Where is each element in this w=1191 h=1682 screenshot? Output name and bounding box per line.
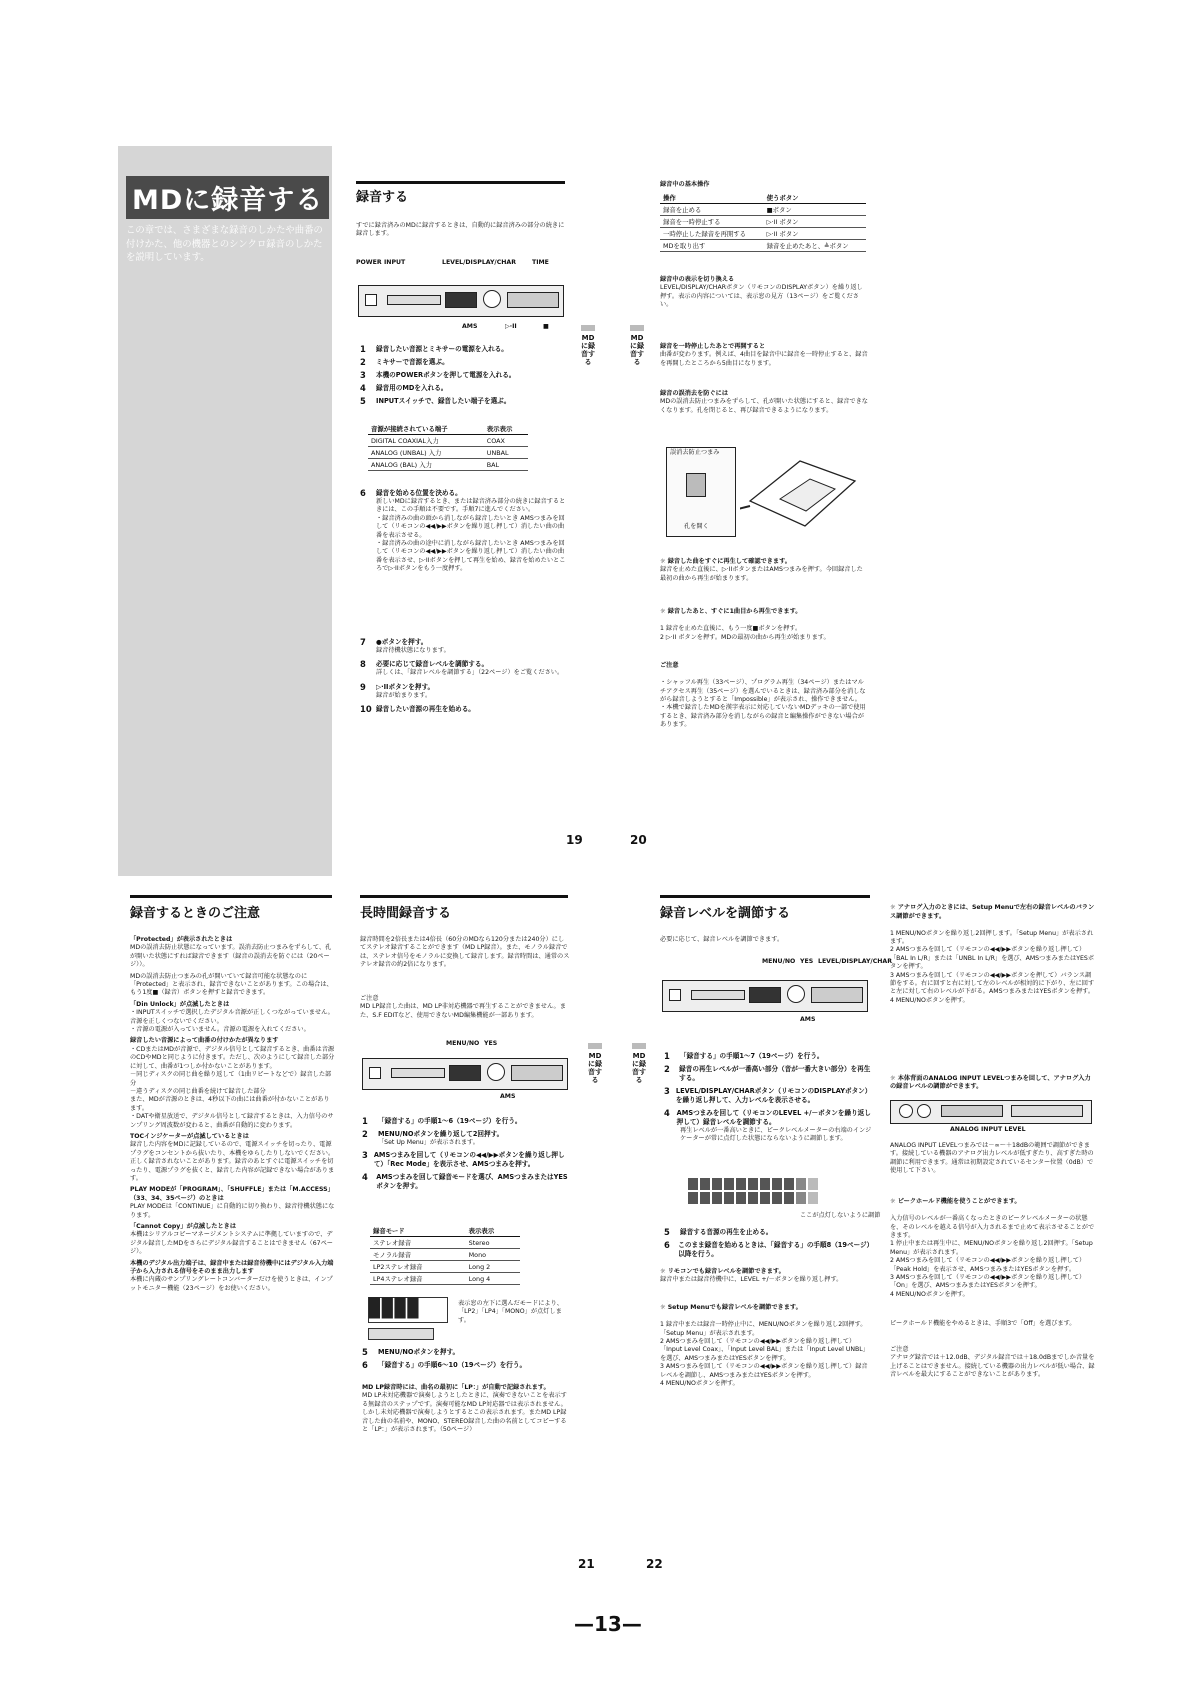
md-disc-illustration xyxy=(740,451,860,531)
tip-icon: ☼ xyxy=(660,608,668,616)
side-tab-p22: MDに録音する xyxy=(632,1043,646,1084)
long-steps: 1 「録音する」の手順1～6（19ページ）を行う。 2 MENU/NOボタンを繰り返して2回押す。 「Set Up Menu」が表示されます。 3 AMSつまみを回して（リモコンの◀◀/▶▶ボタンを繰り返し押して）「Rec Mode」を表示させ、AMSつまみを押す。 4 AMSつまみを回して録音モードを選び、AMSつまみまたはYESボタンを押す。 xyxy=(362,1116,568,1191)
label-ams: AMS xyxy=(500,1093,516,1100)
peak-hold-off: ピークホールド機能をやめるときは、手順3で「Off」を選びます。 xyxy=(890,1320,1076,1327)
section-rule xyxy=(356,181,565,184)
md-deck-front-panel xyxy=(662,980,868,1012)
tip-first-track: ☼ 録音したあと、すぐに1曲目から再生できます。 1 録音を止めた直後に、もう一度■ボタンを押す。 2 ▷·II ボタンを押す。MDの最初の曲から再生が始まります。 xyxy=(660,608,830,641)
analog-notes: ご注意 アナログ録音では＋12.0dB、デジタル録音では＋18.0dBまでしか音量を上げることはできません。接続している機器の出力レベルが低い場合、録音レベルを最大にすることができないことがあります。 xyxy=(890,1346,1095,1379)
label-menu-no: MENU/NO xyxy=(446,1040,480,1047)
long-steps-2: 5 MENU/NOボタンを押す。 6 「録音する」の手順6～10（19ページ）を行う。 xyxy=(362,1347,527,1370)
label-analog-input-level: ANALOG INPUT LEVEL xyxy=(950,1126,1026,1133)
label-yes: YES xyxy=(800,958,814,965)
meter-caption: ここが点灯しないように調節 xyxy=(800,1212,881,1219)
label-level: LEVEL/DISPLAY/CHAR xyxy=(818,958,892,965)
md-protect-figure xyxy=(666,447,866,545)
record-steps-after xyxy=(360,638,570,714)
basic-ops-title: 録音中の基本操作 xyxy=(660,181,710,188)
section-title-caution: 録音するときのご注意 xyxy=(130,906,261,921)
tip-setup-menu-level: ☼ Setup Menuでも録音レベルを調節できます。 1 録音中または録音一時停止中に、MENU/NOボタンを繰り返し2回押す。「Setup Menu」が表示されます。 2 AMSつまみを回して（リモコンの◀◀/▶▶ボタンを繰り返し押して）「Input Level Coax」、「Input Level BAL」または「Input Level UNBL」を選び、AMSつまみまたはYESボタンを押す。 3 AMSつまみを回して（リモコンの◀◀/▶▶ボタンを繰り返し押して）録音レベルを調節し、AMSつまみまたはYESボタンを押す。 4 MENU/NOボタンを押す。 xyxy=(660,1304,869,1388)
label-ams: AMS xyxy=(462,323,478,330)
step-8: 8 必要に応じて録音レベルを調節する。 詳しくは、「録音レベルを調節する」（22ページ）をご覧ください。 xyxy=(360,659,564,677)
step-6: 6 録音を始める位置を決める。 新しいMDに録音するとき、または録音済み部分の続きに録音するときには、この手順は不要です。手順7に進んでください。 ・録音済みの曲の頭から消しながら録音したいとき AMSつまみを回して（リモコンの◀◀/▶▶ボタンを繰り返し押して）消したい曲の曲番を表示させる。 ・録音済みの曲の途中に消しながら録音したいとき AMSつまみを回して（リモコンの◀◀/▶▶ボタンを繰り返し押して）消したい曲の曲番を表示させ、▷·IIボタンを押して再生を始め、録音を始めたいところで▷·IIボタンをもう一度押す。 xyxy=(360,488,566,573)
label-yes: YES xyxy=(484,1040,498,1047)
sheet-number: —13— xyxy=(574,1612,642,1636)
record-notes: ご注意 ・シャッフル再生（33ページ）、プログラム再生（34ページ）またはマルチアクセス再生（35ページ）を選んでいるときは、録音済み部分を消しながら録音しようとすると「Impossible」が表示され、操作できません。 ・本機で録音したMDを漢字表示に対応していないMDデッキの一部で使用するとき、録音済み部分を消しながらの録音と編集操作ができない場合があります。 xyxy=(660,662,866,729)
lcd-indicator-illustration xyxy=(368,1328,434,1340)
step-3: 3 本機のPOWERボタンを押して電源を入れる。 xyxy=(360,370,516,380)
step-9: 9 ▷·IIボタンを押す。 録音が始まります。 xyxy=(360,681,435,699)
section-rule xyxy=(660,895,870,898)
md-deck-front-panel xyxy=(362,1058,568,1090)
label-power: POWER xyxy=(356,259,382,266)
md-deck-front-panel xyxy=(358,285,564,317)
side-tab-p21: MDに録音する xyxy=(588,1043,602,1084)
long-note: ご注意 MD LP録音した曲は、MD LP非対応機器で再生することができません。また、S.F EDITなど、使用できないMD編集機能が一部あります。 xyxy=(360,995,566,1019)
step-5: 5 INPUTスイッチで、録音したい端子を選ぶ。 xyxy=(360,396,511,406)
tip-playback: ☼ 録音した曲をすぐに再生して確認できます。 録音を止めた直後に、▷·IIボタンまたはAMSつまみを押す。今回録音した最初の曲から再生が始まります。 xyxy=(660,558,863,582)
rear-panel-tip: ☼ 本体背面のANALOG INPUT LEVELつまみを回して、アナログ入力の録音レベルの調節ができます。 xyxy=(890,1075,1091,1091)
lp-note: MD LP録音時には、曲名の最初に「LP：」が自動で記録されます。 MD LP未対応機器で演奏しようとしたときに、演奏できないことを表示する無録音のステップです。演奏可能なMD LP対応器では表示されません。しかし未対応機器で演奏しようとするとこの表示されます。またMD LP録音した曲の名前や、MONO、STEREO録音した曲の名前としてコピーすると「LP：」が表示されます。（50ページ） xyxy=(362,1384,567,1434)
side-tab-p20: MDに録音する xyxy=(630,325,644,366)
figure-label-open: 孔を開く xyxy=(684,523,709,530)
chapter-title: MDに録音する xyxy=(126,176,329,219)
peak-level-meter xyxy=(688,1178,818,1206)
step-1: 1 録音したい音源とミキサーの電源を入れる。 xyxy=(360,344,508,354)
label-level: LEVEL/DISPLAY/CHAR xyxy=(442,259,516,266)
display-switch: 録音中の表示を切り換える LEVEL/DISPLAY/CHARボタン（リモコンのDISPLAYボタン）を繰り返し押す。表示の内容については、表示窓の見方（13ページ）をご覧ください。 xyxy=(660,276,863,309)
tip-icon: ☼ xyxy=(890,1198,898,1206)
chapter-intro: この章では、さまざまな録音のしかたや曲番の付けかた、他の機器とのシンクロ録音のしかたを説明しています。 xyxy=(126,225,323,264)
tip-remote-level: ☼ リモコンでも録音レベルを調節できます。 録音中または録音待機中に、LEVEL +/－ボタンを繰り返し押す。 xyxy=(660,1268,843,1284)
figure-label-tab: 誤消去防止つまみ xyxy=(670,449,720,456)
label-ams: AMS xyxy=(800,1016,816,1023)
section-rule xyxy=(130,895,332,898)
level-steps-2: 5 録音する音源の再生を止める。 6 このまま録音を始めるときは、「録音する」の手順8（19ページ）以降を行う。 xyxy=(664,1227,870,1258)
tip-icon: ☼ xyxy=(890,1075,898,1082)
section-title-long: 長時間録音する xyxy=(360,906,452,921)
section-rule xyxy=(360,895,568,898)
lcd-display-note: 表示窓の左下に選んだモードにより、「LP2」「LP4」「MONO」が点灯します。 xyxy=(458,1300,563,1324)
tip-icon: ☼ xyxy=(660,1304,668,1312)
long-intro: 録音時間を2倍長または4倍長（60分のMDなら120分または240分）にしてステレオ録音することができます（MD LP録音）。また、モノラル録音では、ステレオ信号をモノラルに変換して録音します。録音時間は、通常のステレオ録音の約2倍になります。 xyxy=(360,936,570,969)
side-tab-p19: MDに録音する xyxy=(581,325,595,366)
level-intro: 必要に応じて、録音レベルを調節できます。 xyxy=(660,936,784,943)
tip-icon: ☼ xyxy=(890,904,898,912)
step-4: 4 録音用のMDを入れる。 xyxy=(360,383,448,393)
analog-balance-tip: ☼ アナログ入力のときには、Setup Menuで左右の録音レベルのバランス調節ができます。 1 MENU/NOボタンを繰り返し2回押します。「Setup Menu」が表示されます。 2 AMSつまみを回して（リモコンの◀◀/▶▶ボタンを繰り返し押して）「BAL In L/R」または「UNBL In L/R」を選び、AMSつまみまたはYESボタンを押す。 3 AMSつまみを回して（リモコンの◀◀/▶▶ボタンを押して）バランス調節をする。右に回すと右に対して左のレベルが相対的に下がり、左に回すと左に対して右のレベルが下がる。AMSつまみまたはYESボタンを押す。 4 MENU/NOボタンを押す。 xyxy=(890,904,1095,1004)
protect-note: 録音の誤消去を防ぐには MDの誤消去防止つまみをずらして、孔が開いた状態にすると、録音できなくなります。孔を閉じると、再び録音できるようになります。 xyxy=(660,390,868,414)
section-title-level: 録音レベルを調節する xyxy=(660,906,791,921)
page-number-21: 21 xyxy=(578,1557,595,1571)
label-play-pause: ▷·II xyxy=(505,323,517,330)
step-2: 2 ミキサーで音源を選ぶ。 xyxy=(360,357,449,367)
caution-list: 「Protected」が表示されたときは MDの誤消去防止状態になっています。誤消去防止つまみをずらして、孔が開いた状態にすれば録音できます（録音の誤消去を防ぐには（20ページ））。 MDの誤消去防止つまみの孔が開いていて録音可能な状態なのに「Protected」と表示され、録音できないことがあります。この場合は、もう1度■（録音）ボタンを押すと録音できます。 「Din Unlock」が点滅したときは ・INPUTスイッチで選択したデジタル音源が正しくつながっていません。音源を正しくつないでください。 ・音源の電源が入っていません。音源の電源を入れてください。 録音したい音源によって曲番の付けかたが異なります ・CDまたはMDが音源で、デジタル信号として録音するとき、曲番は音源のCDやMDと同じように付きます。ただし、次のようにして録音した部分に対して、曲番が1つしか付かないことがあります。 －同じディスクの同じ曲を繰り返して（1曲リピートなどで）録音した部分 －違うディスクの同じ曲番を続けて録音した部分 また、MDが音源のときは、4秒以下の曲には曲番が付かないことがあります。 ・DATや衛星放送で、デジタル信号として録音するときは、入力信号のサンプリング周波数が変わると、曲番が自動的に変わります。 TOCインジケーターが点滅しているときは 録音した内容をMDに記録しているので、電源スイッチを切ったり、電源プラグをコンセントから抜いたり、本機をゆらしたりしないでください。正しく録音されないことがあります。録音のあとすぐに電源スイッチを切ったり、電源プラグを抜くと、録音した内容が記録できない場合があります。 PLAY MODEが「PROGRAM」、「SHUFFLE」または「M.ACCESS」（33、34、35ページ）のときは PLAY MODEは「CONTINUE」に自動的に切り換わり、録音待機状態になります。 「Cannot Copy」が点滅したときは 本機はシリアルコピーマネージメントシステムに準拠していますので、デジタル録音したMDをさらにデジタル録音することはできません（67ページ）。 本機のデジタル出力端子は、録音中または録音待機中にはデジタル入力端子から入力される信号をそのまま出力します 本機に内蔵のサンプリングレートコンバーターだけを使うときは、インプットモニター機能（23ページ）をお使いください。 xyxy=(130,936,335,1292)
label-stop: ■ xyxy=(543,323,549,330)
rear-panel-body: ANALOG INPUT LEVELつまみでは－∞～＋18dBの範囲で調節ができます。接続している機器のアナログ出力レベルが低すぎたり、高すぎた時の調節に利用できます。通常は初期設定されているセンター位置（0dB）で使用して下さい。 xyxy=(890,1142,1094,1175)
peak-hold-tip: ☼ ピークホールド機能を使うことができます。 入力信号のレベルが一番高くなったときのピークレベルメーターの状態を、そのレベルを越える信号が入力されるまで止めて表示させることができます。 1 停止中または再生中に、MENU/NOボタンを繰り返し2回押す。「Setup Menu」が表示されます。 2 AMSつまみを回して（リモコンの◀◀/▶▶ボタンを繰り返し押して）「Peak Hold」を表示させ、AMSつまみまたはYESボタンを押す。 3 AMSつまみを回して（リモコンの◀◀/▶▶ボタンを繰り返し押して）「On」を選び、AMSつまみまたはYESボタンを押す。 4 MENU/NOボタンを押す。 xyxy=(890,1198,1095,1298)
input-table: 音源が接続されている端子 表示表示 DIGITAL COAXIAL入力 COAX ANALOG (UNBAL) 入力 UNBAL ANALOG (BAL) 入力 BAL xyxy=(368,423,528,471)
tip-icon: ☼ xyxy=(660,1268,668,1275)
label-menu-no: MENU/NO xyxy=(762,958,796,965)
record-intro: すでに録音済みのMDに録音するときは、自動的に録音済みの部分の続きに録音します。 xyxy=(356,222,565,238)
step-10: 10 録音したい音源の再生を始める。 xyxy=(360,704,475,715)
page-number-19: 19 xyxy=(566,833,583,847)
tip-icon: ☼ xyxy=(660,558,668,565)
level-steps: 1 「録音する」の手順1～7（19ページ）を行う。 2 録音の再生レベルが一番高い部分（音が一番大きい部分）を再生する。 3 LEVEL/DISPLAY/CHARボタン（リモコンのDISPLAYボタン）を繰り返し押して、入力レベルを表示させる。 4 AMSつまみを回して（リモコンのLEVEL +/－ボタンを繰り返し押して）録音レベルを調節する。 再生レベルが一番高いときに、ピークレベルメーターの右端のインジケーターが常に点灯した状態にならないように調節します。 xyxy=(664,1051,872,1143)
lcd-display-illustration: ████ xyxy=(368,1297,448,1323)
basic-ops-table: 操作 使うボタン 録音を止める ■ボタン 録音を一時停止する ▷·II ボタン 一時停止した録音を再開する ▷·II ボタン MDを取り出す 録音を止めたあと、≜ボタン xyxy=(660,192,866,252)
label-input: INPUT xyxy=(384,259,406,266)
md-deck-rear-panel xyxy=(890,1100,1092,1124)
page-number-20: 20 xyxy=(630,833,647,847)
label-time: TIME xyxy=(532,259,549,266)
resume-note: 録音を一時停止したあとで再開すると 曲番が変わります。例えば、4曲目を録音中に録音を一時停止すると、録音を再開したところから5曲目になります。 xyxy=(660,343,868,367)
page-number-22: 22 xyxy=(646,1557,663,1571)
section-title-record: 録音する xyxy=(356,190,409,205)
rec-mode-table: 録音モード 表示表示 ステレオ録音 Stereo モノラル録音 Mono LP2ステレオ録音 Long 2 LP4ステレオ録音 Long 4 xyxy=(370,1225,520,1285)
step-7: 7 ●ボタンを押す。 録音待機状態になります。 xyxy=(360,637,450,654)
record-steps xyxy=(360,345,570,410)
